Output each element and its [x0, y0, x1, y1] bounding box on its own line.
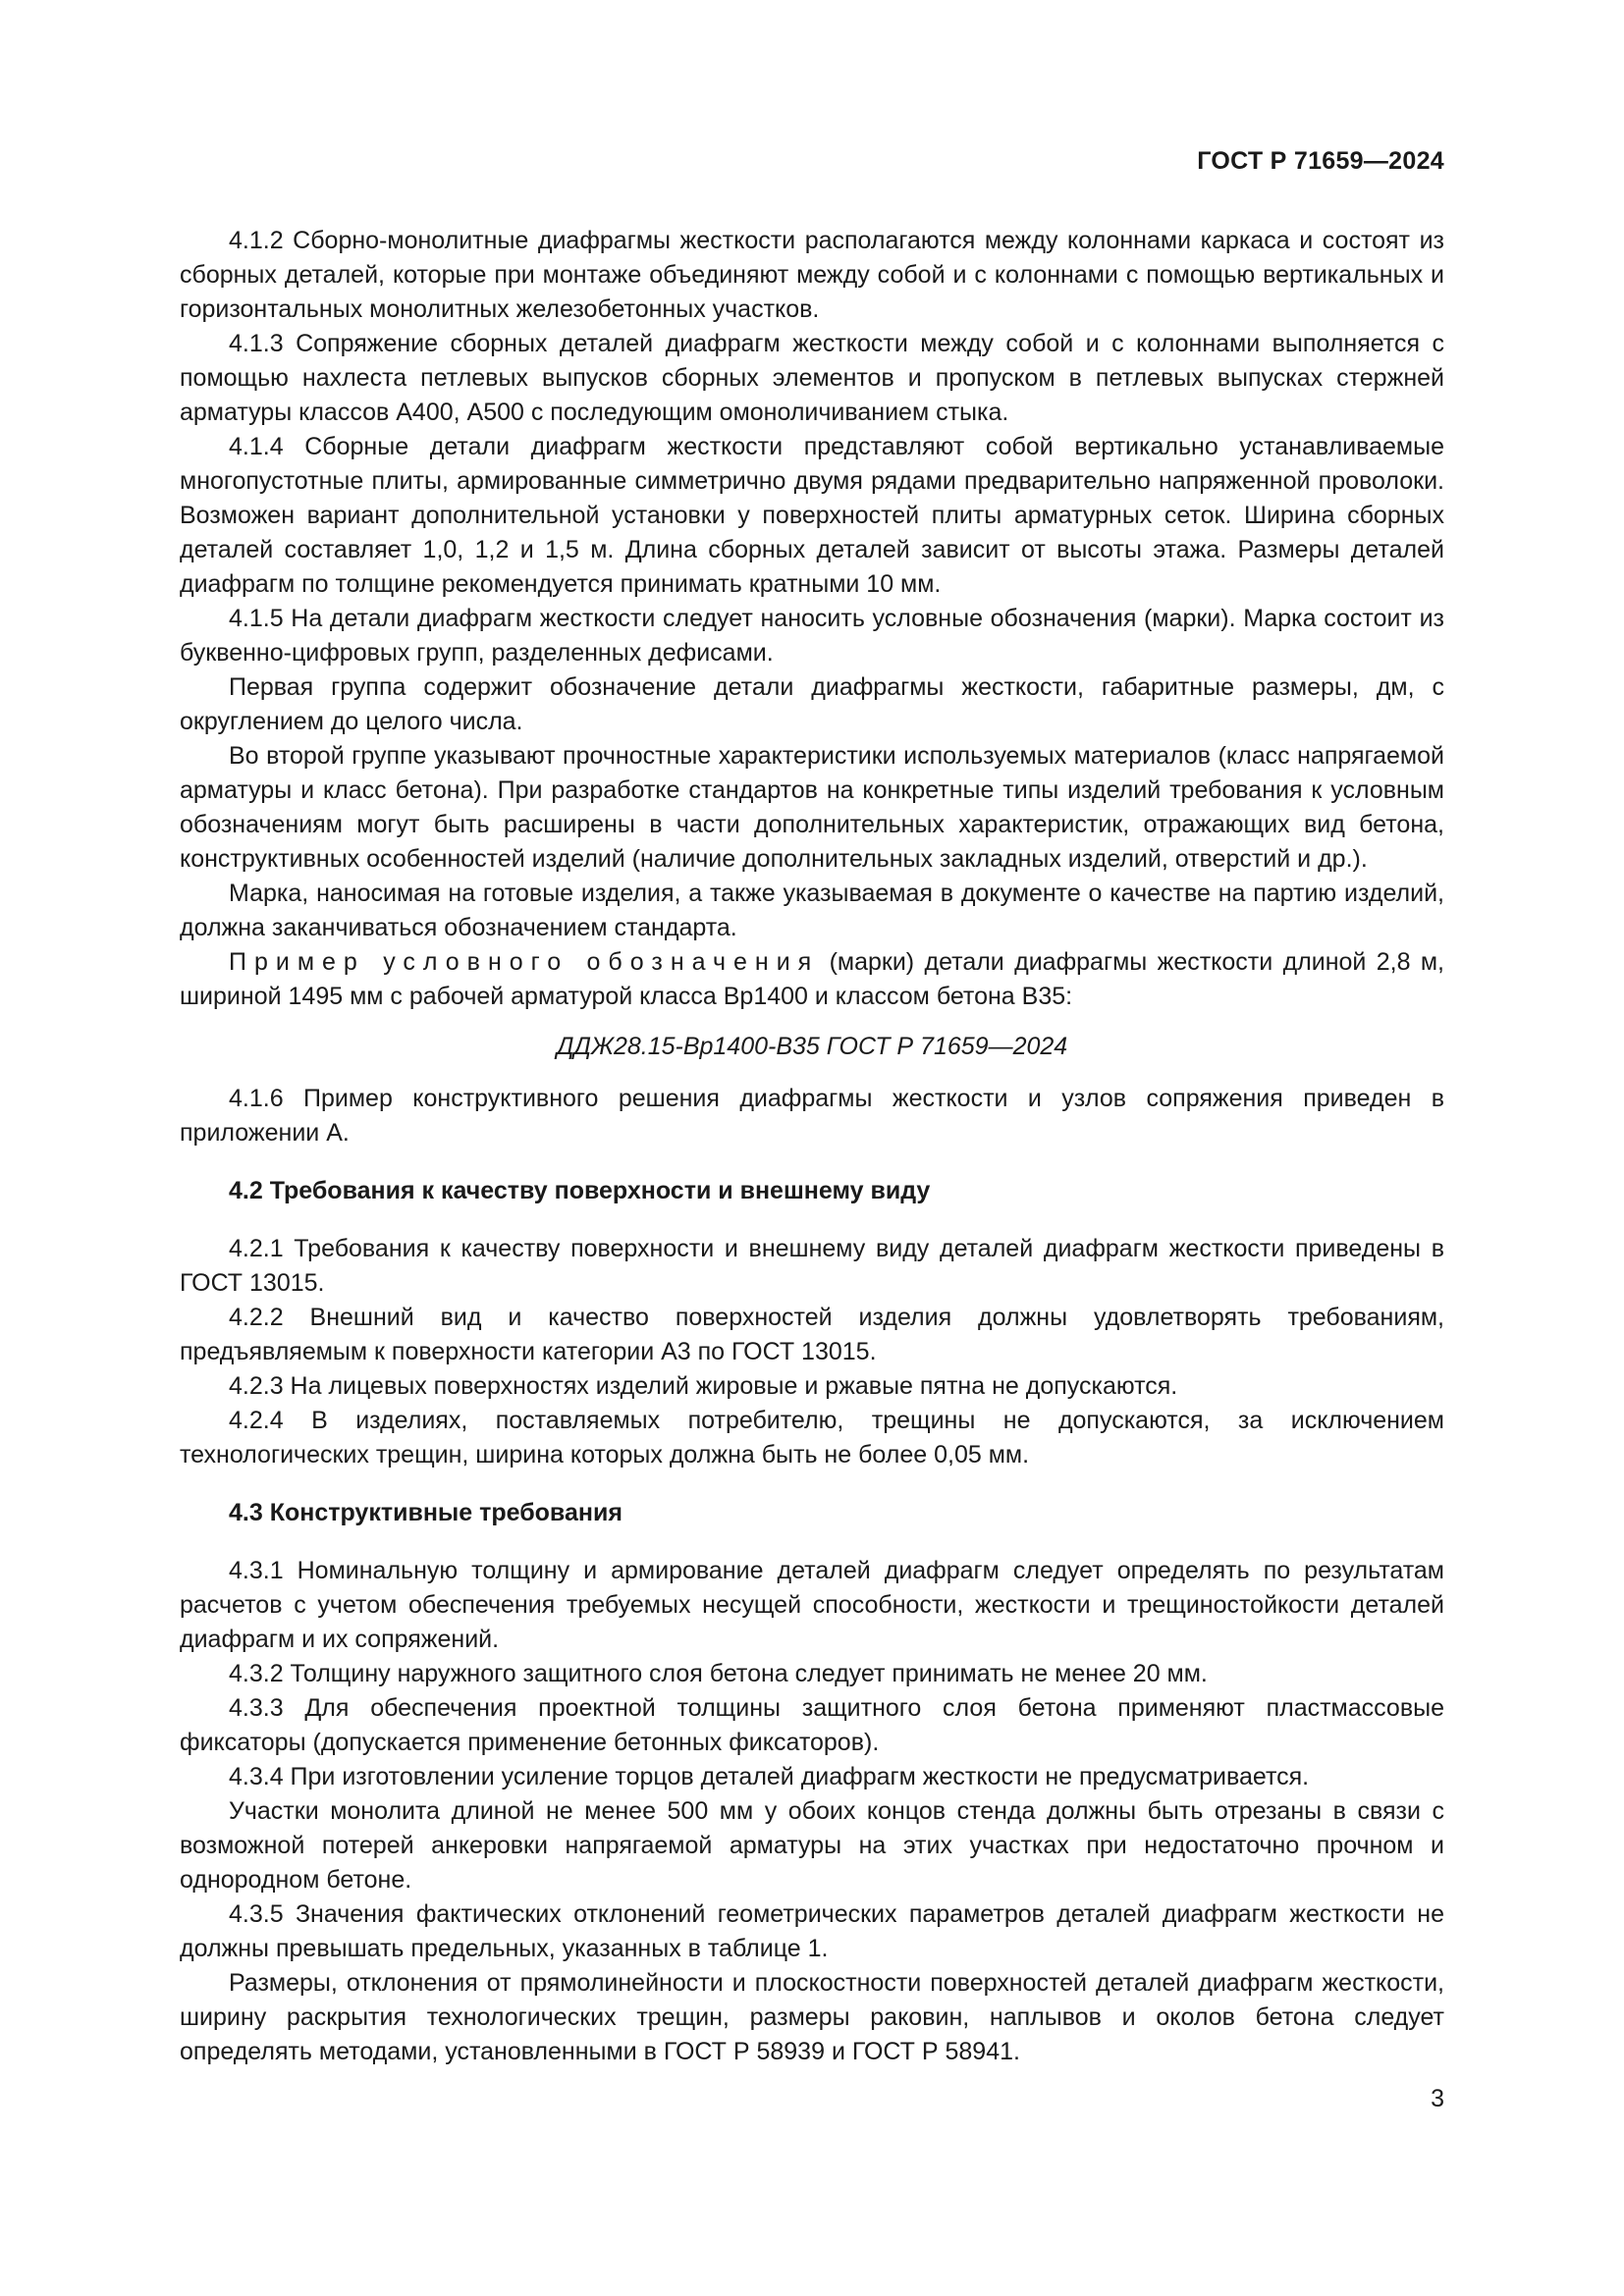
- paragraph-4-3-1: 4.3.1 Номинальную толщину и армирование деталей диафрагм следует определять по результатам расчетов с учетом обеспечения требуемых несущей способности, жесткости и трещиностойкости деталей диафрагм и их сопряжений.: [180, 1557, 1444, 1653]
- paragraph-4-1-6: 4.1.6 Пример конструктивного решения диафрагмы жесткости и узлов сопряжения приведен в приложении А.: [180, 1085, 1444, 1147]
- example-label: Пример условного обозначения: [229, 948, 820, 976]
- paragraph-4-1-2: 4.1.2 Сборно-монолитные диафрагмы жесткости располагаются между колоннами каркаса и состоят из сборных деталей, которые при монтаже объединяют между собой и с колоннами с помощью вертикальных и горизонтальных монолитных железобетонных участков.: [180, 227, 1444, 323]
- paragraph-4-2-4: 4.2.4 В изделиях, поставляемых потребителю, трещины не допускаются, за исключением технологических трещин, ширина которых должна быть не более 0,05 мм.: [180, 1407, 1444, 1468]
- page-number: 3: [1431, 2085, 1444, 2112]
- paragraph-sizes: Размеры, отклонения от прямолинейности и плоскостности поверхностей деталей диафрагм жесткости, ширину раскрытия технологических трещин, размеры раковин, наплывов и околов бетона следует определять методами, установленными в ГОСТ Р 58939 и ГОСТ Р 58941.: [180, 1969, 1444, 2065]
- designation-example: ДДЖ28.15-Вр1400-В35 ГОСТ Р 71659—2024: [556, 1033, 1068, 1060]
- paragraph-4-2-1: 4.2.1 Требования к качеству поверхности и внешнему виду деталей диафрагм жесткости приведены в ГОСТ 13015.: [180, 1235, 1444, 1297]
- paragraph-marking: Марка, наносимая на готовые изделия, а также указываемая в документе о качестве на партию изделий, должна заканчиваться обозначением стандарта.: [180, 880, 1444, 941]
- paragraph-4-3-2: 4.3.2 Толщину наружного защитного слоя бетона следует принимать не менее 20 мм.: [229, 1660, 1208, 1687]
- paragraph-4-3-5: 4.3.5 Значения фактических отклонений геометрических параметров деталей диафрагм жесткости не должны превышать предельных, указанных в таблице 1.: [180, 1900, 1444, 1962]
- paragraph-4-1-3: 4.1.3 Сопряжение сборных деталей диафрагм жесткости между собой и с колоннами выполняется с помощью нахлеста петлевых выпусков сборных элементов и пропуском в петлевых выпусках стержней арматуры классов А400, А500 с последующим омоноличиванием стыка.: [180, 330, 1444, 426]
- paragraph-4-1-5: 4.1.5 На детали диафрагм жесткости следует наносить условные обозначения (марки). Марка состоит из буквенно-цифровых групп, разделенных дефисами.: [180, 605, 1444, 667]
- paragraph-4-2-3: 4.2.3 На лицевых поверхностях изделий жировые и ржавые пятна не допускаются.: [229, 1372, 1178, 1400]
- paragraph-first-group: Первая группа содержит обозначение детали диафрагмы жесткости, габаритные размеры, дм, с округлением до целого числа.: [180, 673, 1444, 735]
- paragraph-second-group: Во второй группе указывают прочностные характеристики используемых материалов (класс напрягаемой арматуры и класс бетона). При разработке стандартов на конкретные типы изделий требования к условным обозначениям могут быть расширены в части дополнительных характеристик, отражающих вид бетона, конструктивных особенностей изделий (наличие дополнительных закладных изделий, отверстий и др.).: [180, 742, 1444, 873]
- paragraph-4-3-4: 4.3.4 При изготовлении усиление торцов деталей диафрагм жесткости не предусматривается.: [229, 1763, 1310, 1790]
- section-heading-4-2: 4.2 Требования к качеству поверхности и внешнему виду: [229, 1177, 931, 1204]
- document-header: ГОСТ Р 71659—2024: [1197, 147, 1444, 175]
- paragraph-4-3-3: 4.3.3 Для обеспечения проектной толщины защитного слоя бетона применяют пластмассовые фиксаторы (допускается применение бетонных фиксаторов).: [180, 1694, 1444, 1756]
- example-text: (марки) детали диафрагмы жесткости длиной 2,8 м, шириной 1495 мм с рабочей арматурой класса Вр1400 и классом бетона В35:: [180, 948, 1444, 1010]
- paragraph-monolith: Участки монолита длиной не менее 500 мм у обоих концов стенда должны быть отрезаны в связи с возможной потерей анкеровки напрягаемой арматуры на этих участках при недостаточно прочном и однородном бетоне.: [180, 1797, 1444, 1894]
- paragraph-4-1-4: 4.1.4 Сборные детали диафрагм жесткости представляют собой вертикально устанавливаемые многопустотные плиты, армированные симметрично двумя рядами предварительно напряженной проволоки. Возможен вариант дополнительной установки у поверхностей плиты арматурных сеток. Ширина сборных деталей составляет 1,0, 1,2 и 1,5 м. Длина сборных деталей зависит от высоты этажа. Размеры деталей диафрагм по толщине рекомендуется принимать кратными 10 мм.: [180, 433, 1444, 598]
- section-heading-4-3: 4.3 Конструктивные требования: [229, 1499, 623, 1526]
- paragraph-example: [180, 945, 1444, 1014]
- paragraph-4-2-2: 4.2.2 Внешний вид и качество поверхностей изделия должны удовлетворять требованиям, предъявляемым к поверхности категории А3 по ГОСТ 13015.: [180, 1304, 1444, 1365]
- document-body: [180, 224, 1444, 2069]
